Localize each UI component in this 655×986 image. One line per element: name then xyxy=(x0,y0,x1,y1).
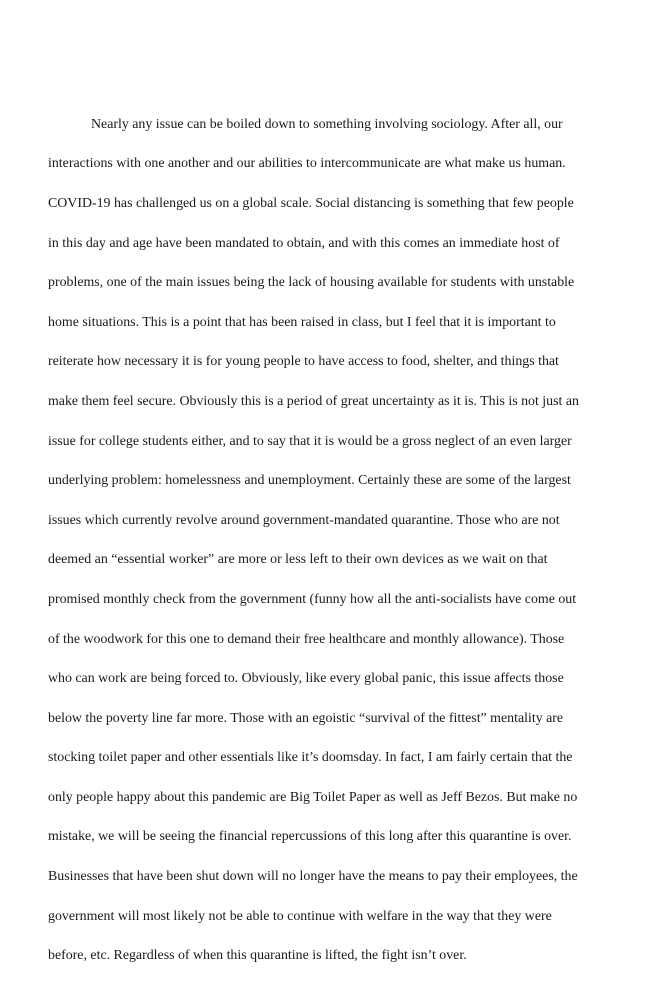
paragraph-line: in this day and age have been mandated to obtain, and with this comes an immediate host of xyxy=(48,235,560,251)
paragraph-line: COVID-19 has challenged us on a global scale. Social distancing is something that few people xyxy=(48,195,574,211)
paragraph-line: below the poverty line far more. Those with an egoistic “survival of the fittest” mentality are xyxy=(48,710,564,726)
paragraph-line: Businesses that have been shut down will no longer have the means to pay their employees, the xyxy=(48,869,578,885)
essay-paragraph xyxy=(48,95,608,986)
paragraph-line: before, etc. Regardless of when this quarantine is lifted, the fight isn’t over. xyxy=(48,948,467,964)
paragraph-line: Nearly any issue can be boiled down to something involving sociology. After all, our xyxy=(91,116,563,132)
paragraph-line: government will most likely not be able to continue with welfare in the way that they were xyxy=(48,908,552,924)
paragraph-line: who can work are being forced to. Obviously, like every global panic, this issue affects those xyxy=(48,671,564,687)
paragraph-line: home situations. This is a point that has been raised in class, but I feel that it is important to xyxy=(48,314,556,330)
paragraph-line: reiterate how necessary it is for young people to have access to food, shelter, and things that xyxy=(48,354,559,370)
paragraph-line: underlying problem: homelessness and unemployment. Certainly these are some of the largest xyxy=(48,473,571,489)
paragraph-line: deemed an “essential worker” are more or less left to their own devices as we wait on that xyxy=(48,552,548,568)
paragraph-line: stocking toilet paper and other essentials like it’s doomsday. In fact, I am fairly certain that the xyxy=(48,750,573,766)
paragraph-line: mistake, we will be seeing the financial repercussions of this long after this quarantine is over. xyxy=(48,829,572,845)
paragraph-line: of the woodwork for this one to demand their free healthcare and monthly allowance). Those xyxy=(48,631,565,647)
paragraph-line: make them feel secure. Obviously this is a period of great uncertainty as it is. This is not just an xyxy=(48,393,579,409)
paragraph-line: issues which currently revolve around government-mandated quarantine. Those who are not xyxy=(48,512,560,528)
paragraph-line: promised monthly check from the government (funny how all the anti-socialists have come out xyxy=(48,591,577,607)
paragraph-line: interactions with one another and our abilities to intercommunicate are what make us human. xyxy=(48,156,566,172)
paragraph-line: problems, one of the main issues being the lack of housing available for students with unstable xyxy=(48,275,575,291)
paragraph-line: issue for college students either, and to say that it is would be a gross neglect of an even larger xyxy=(48,433,572,449)
paragraph-line: only people happy about this pandemic are Big Toilet Paper as well as Jeff Bezos. But make no xyxy=(48,789,578,805)
